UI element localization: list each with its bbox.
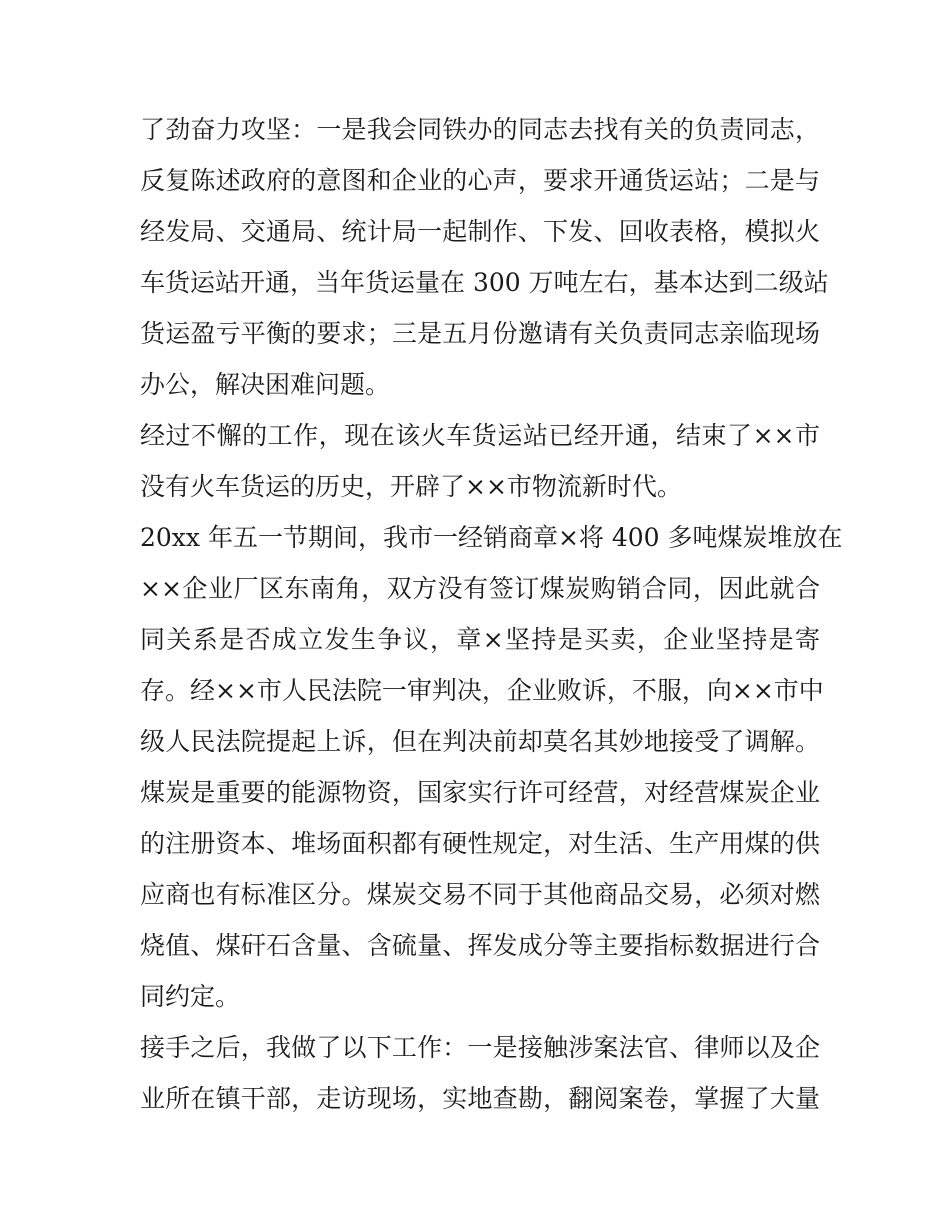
text-line: 没有火车货运的历史，开辟了××市物流新时代。 (140, 472, 682, 501)
text-line: 反复陈述政府的意图和企业的心声，要求开通货运站；二是与 (140, 166, 820, 195)
text-line: ××企业厂区东南角，双方没有签订煤炭购销合同，因此就合 (140, 574, 820, 603)
text-line: 同约定。 (140, 982, 241, 1011)
text-line: 车货运站开通，当年货运量在 300 万吨左右，基本达到二级站 (140, 268, 829, 297)
text-line: 的注册资本、堆场面积都有硬性规定，对生活、生产用煤的供 (140, 829, 820, 858)
text-line: 了劲奋力攻坚：一是我会同铁办的同志去找有关的负责同志， (140, 115, 820, 144)
text-line: 存。经××市人民法院一审判决，企业败诉，不服，向××市中 (140, 676, 824, 705)
text-line: 经发局、交通局、统计局一起制作、下发、回收表格，模拟火 (140, 217, 820, 246)
text-line: 烧值、煤矸石含量、含硫量、挥发成分等主要指标数据进行合 (140, 931, 820, 960)
text-line: 煤炭是重要的能源物资，国家实行许可经营，对经营煤炭企业 (140, 778, 820, 807)
text-line: 20xx 年五一节期间，我市一经销商章×将 400 多吨煤炭堆放在 (140, 523, 843, 552)
text-line: 接手之后，我做了以下工作：一是接触涉案法官、律师以及企 (140, 1033, 820, 1062)
text-line: 办公，解决困难问题。 (140, 370, 391, 399)
body-text (140, 104, 843, 1124)
text-line: 级人民法院提起上诉，但在判决前却莫名其妙地接受了调解。 (140, 727, 820, 756)
text-line: 应商也有标准区分。煤炭交易不同于其他商品交易，必须对燃 (140, 880, 820, 909)
text-line: 同关系是否成立发生争议，章×坚持是买卖，企业坚持是寄 (140, 625, 820, 654)
text-line: 业所在镇干部，走访现场，实地查勘，翻阅案卷，掌握了大量 (140, 1084, 820, 1113)
text-line: 经过不懈的工作，现在该火车货运站已经开通，结束了××市 (140, 421, 820, 450)
text-line: 货运盈亏平衡的要求；三是五月份邀请有关负责同志亲临现场 (140, 319, 820, 348)
